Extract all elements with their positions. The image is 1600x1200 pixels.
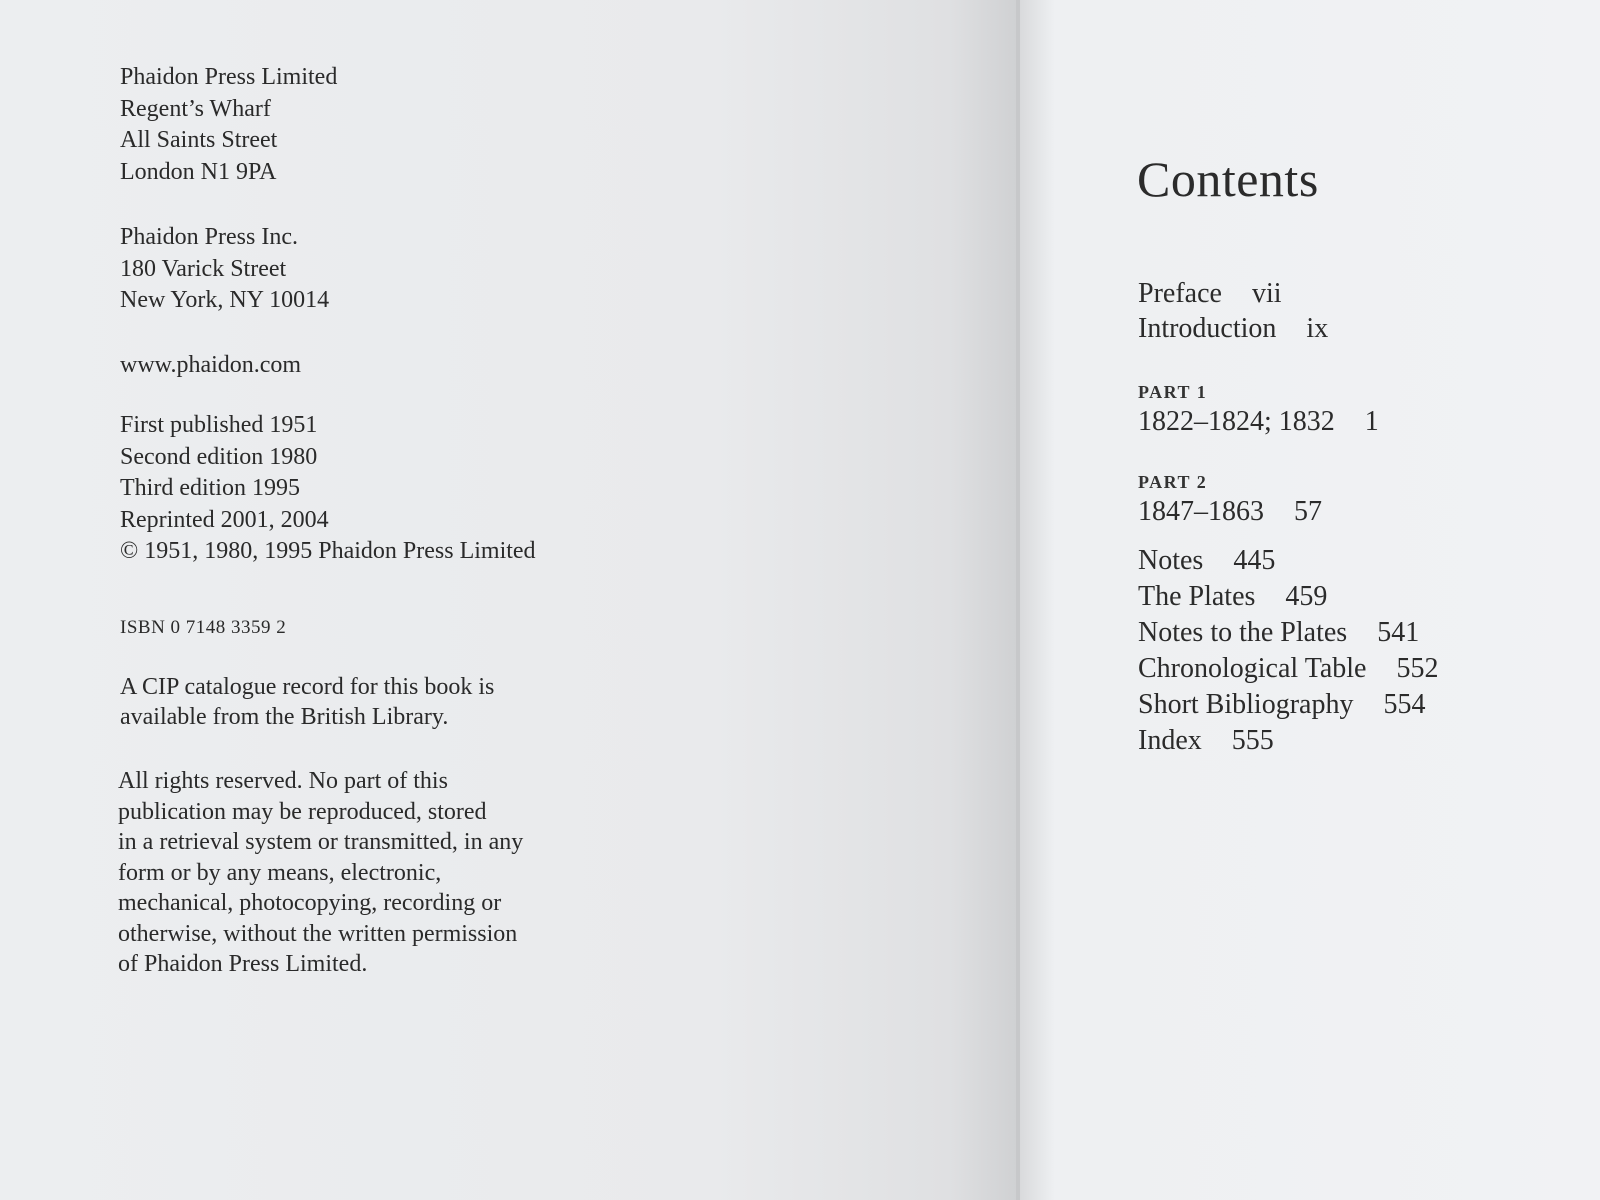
toc-page-number: 57 [1294, 496, 1322, 527]
toc-page-number: 554 [1383, 689, 1426, 720]
part-label: PART 1 [1138, 382, 1208, 402]
toc-entry [1138, 313, 1328, 345]
toc-label: Notes [1138, 545, 1204, 576]
toc-page-number: 459 [1285, 581, 1328, 612]
copyright-line: © 1951, 1980, 1995 Phaidon Press Limited [120, 538, 536, 564]
isbn-number: ISBN 0 7148 3359 2 [120, 617, 287, 638]
toc-entry [1138, 653, 1438, 685]
toc-entry [1138, 496, 1322, 528]
toc-entry [1138, 617, 1419, 649]
notice-line: of Phaidon Press Limited. [118, 951, 368, 977]
toc-label: Short Bibliography [1138, 689, 1354, 720]
toc-entry [1138, 278, 1282, 310]
toc-label: Notes to the Plates [1138, 617, 1348, 648]
toc-label: 1822–1824; 1832 [1138, 406, 1335, 437]
edition-line: Third edition 1995 [120, 475, 300, 501]
part-label: PART 2 [1138, 472, 1208, 492]
toc-entry [1138, 689, 1425, 721]
toc-page-number: ix [1306, 313, 1329, 344]
address-line: All Saints Street [120, 127, 278, 153]
toc-page-number: 555 [1231, 725, 1274, 756]
toc-label: Chronological Table [1138, 653, 1367, 684]
cip-notice [120, 672, 494, 732]
address-line: 180 Varick Street [120, 255, 287, 282]
toc-entry [1138, 545, 1275, 577]
toc-page-number: 541 [1377, 617, 1420, 648]
notice-line: otherwise, without the written permission [118, 920, 518, 947]
toc-label: Introduction [1138, 313, 1277, 344]
notice-line: A CIP catalogue record for this book is [120, 674, 495, 700]
notice-line: available from the British Library. [120, 704, 449, 730]
notice-line: in a retrieval system or transmitted, in any [118, 829, 524, 855]
edition-history [120, 410, 536, 568]
address-line: Regent’s Wharf [120, 95, 271, 122]
toc-label: 1847–1863 [1138, 496, 1264, 527]
toc-label: Index [1138, 725, 1202, 756]
toc-entry [1138, 581, 1327, 613]
toc-entry [1138, 406, 1379, 438]
us-address [120, 222, 329, 317]
toc-page-number: 1 [1364, 406, 1379, 437]
notice-line: mechanical, photocopying, recording or [118, 890, 502, 916]
rights-notice [118, 766, 523, 980]
notice-line: publication may be reproduced, stored [118, 798, 487, 825]
notice-line: form or by any means, electronic, [118, 859, 442, 886]
toc-page-number: 552 [1396, 653, 1439, 684]
address-line: New York, NY 10014 [120, 287, 330, 313]
toc-entry [1138, 725, 1274, 757]
contents-page [1020, 0, 1600, 1200]
edition-line: Reprinted 2001, 2004 [120, 506, 329, 533]
address-line: London N1 9PA [120, 158, 277, 185]
notice-line: All rights reserved. No part of this [118, 768, 448, 794]
page-title: Contents [1137, 151, 1319, 207]
edition-line: Second edition 1980 [120, 443, 318, 470]
toc-label: Preface [1138, 278, 1222, 309]
edition-line: First published 1951 [120, 412, 318, 438]
address-line: Phaidon Press Inc. [120, 224, 298, 250]
website [120, 350, 301, 382]
uk-address [120, 62, 337, 188]
isbn [120, 612, 286, 644]
address-line: Phaidon Press Limited [120, 64, 338, 90]
toc-label: The Plates [1138, 581, 1256, 612]
website-url: www.phaidon.com [120, 352, 302, 378]
toc-page-number: 445 [1233, 545, 1276, 576]
toc-page-number: vii [1251, 278, 1282, 309]
